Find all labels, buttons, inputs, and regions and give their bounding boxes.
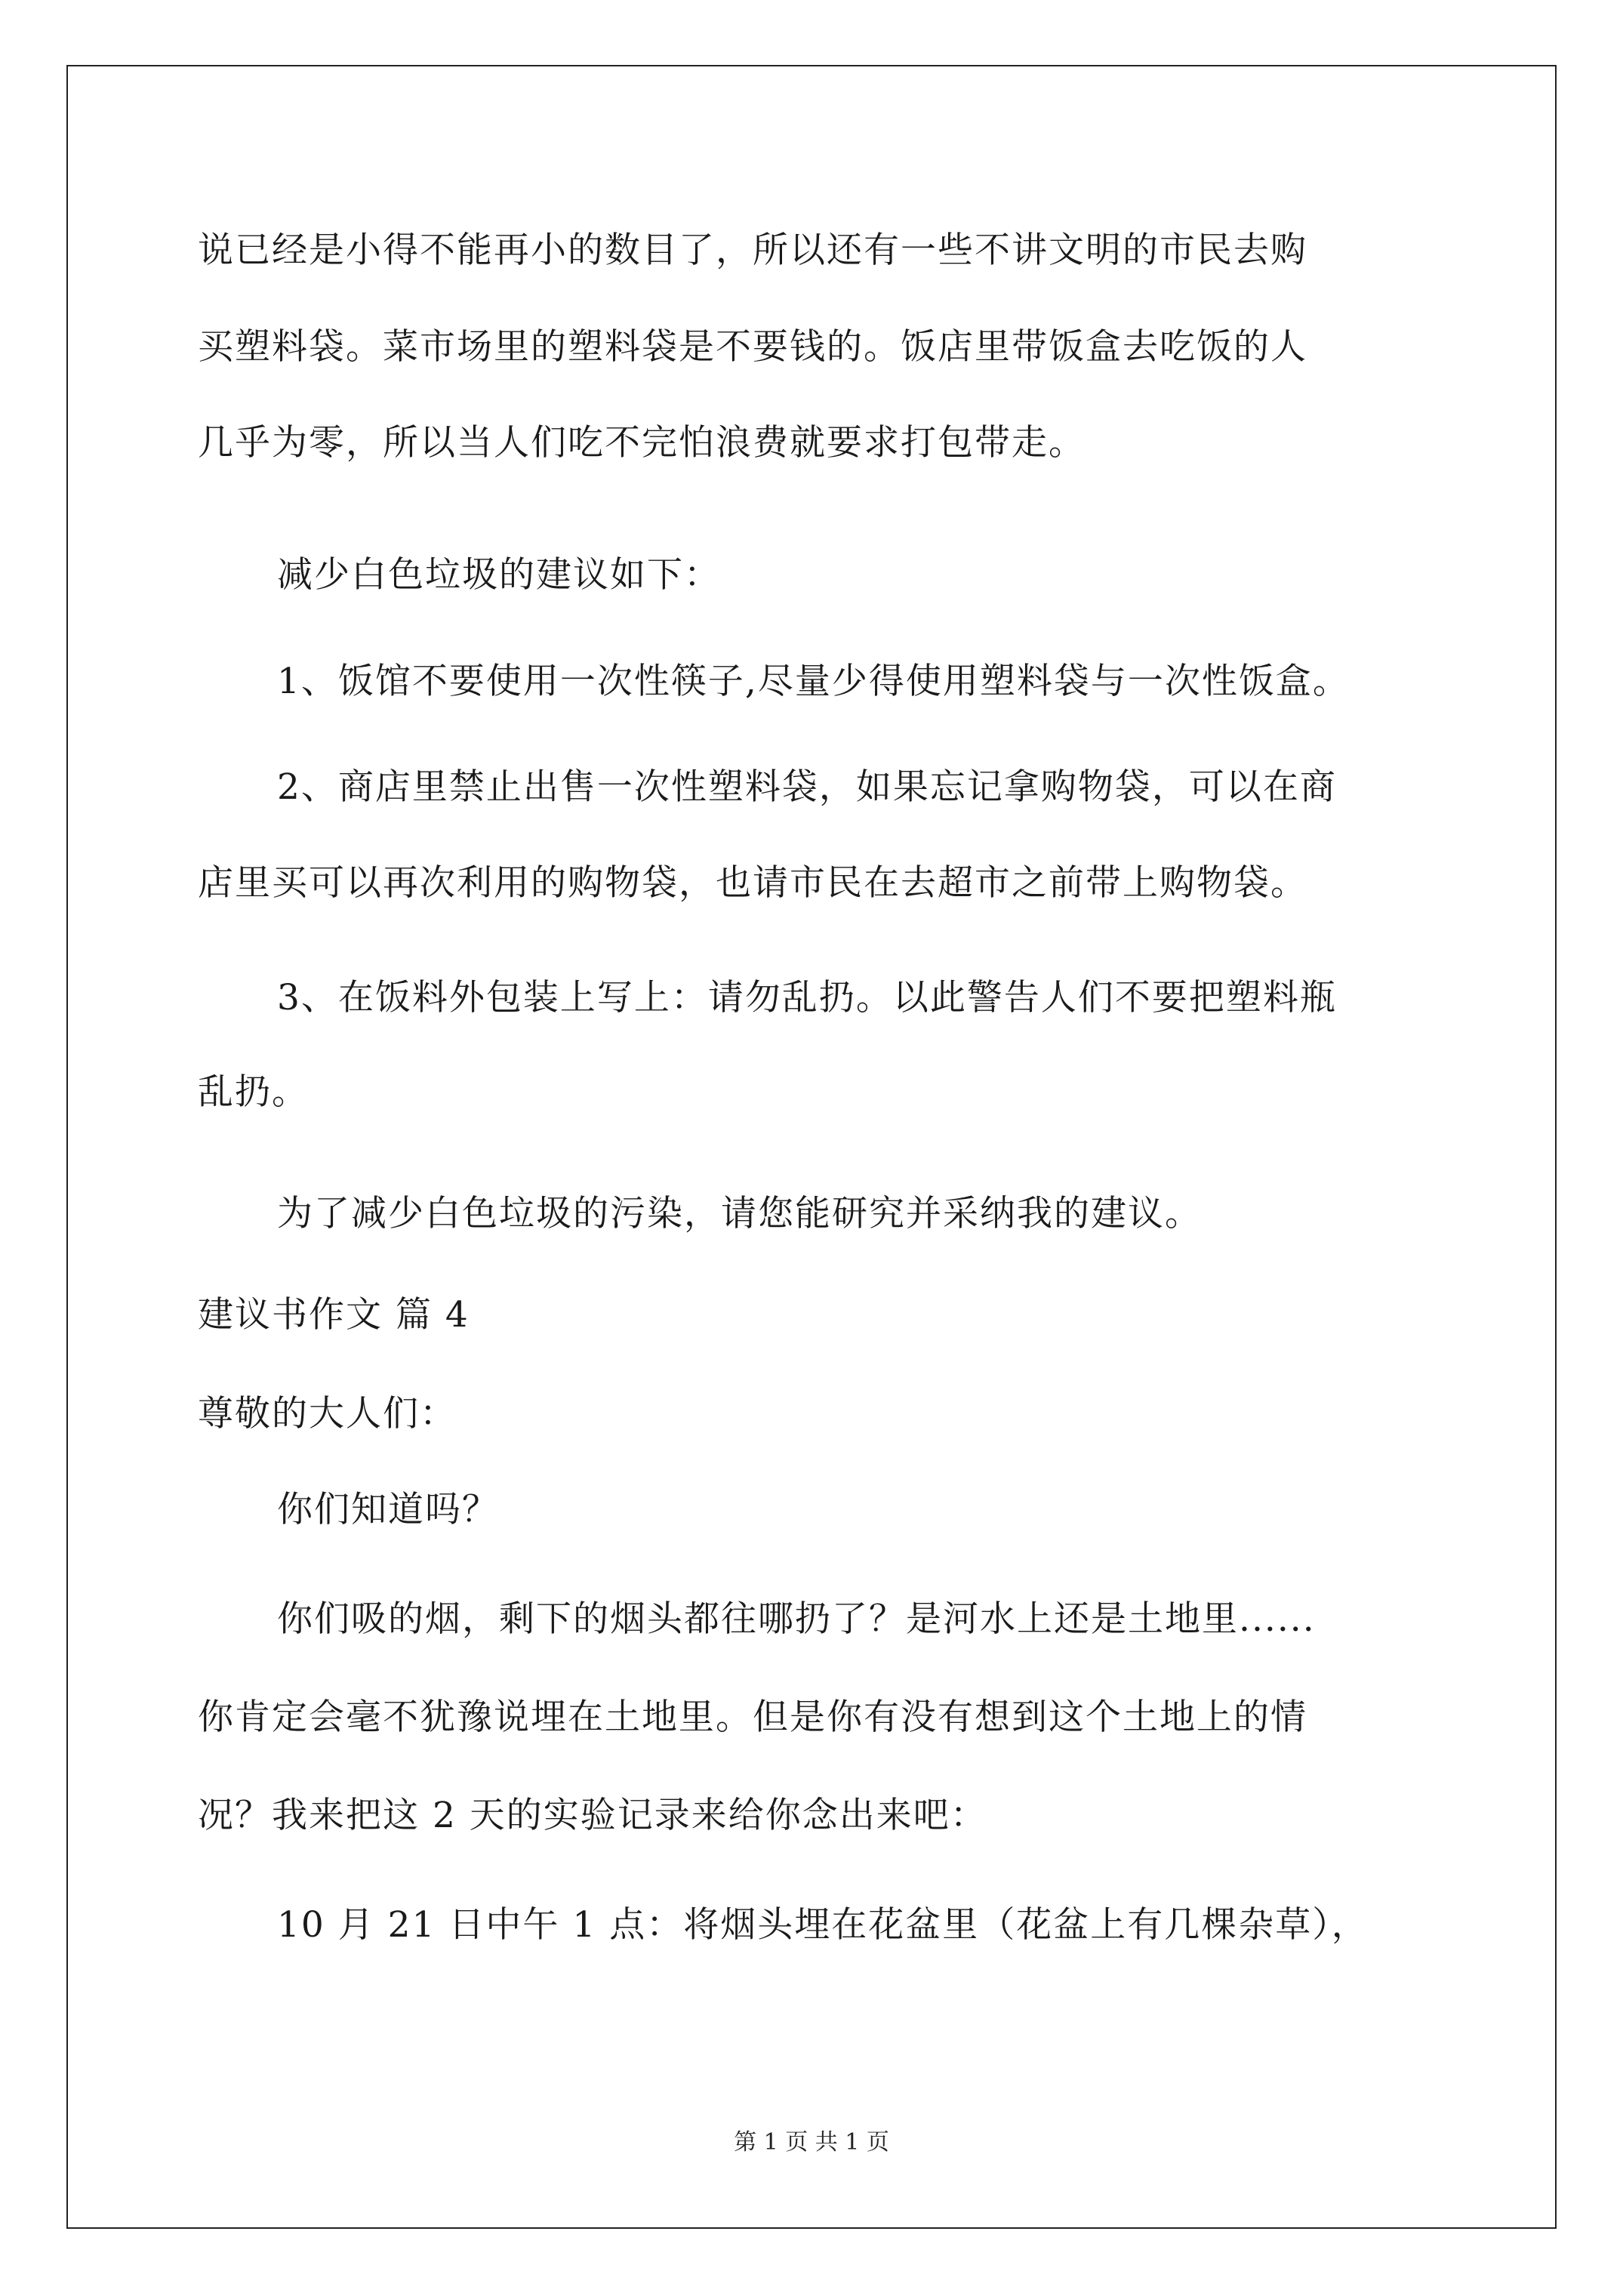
paragraph-line: 说已经是小得不能再小的数目了，所以还有一些不讲文明的市民去购 [198, 230, 1307, 271]
paragraph-line: 减少白色垃圾的建议如下： [277, 554, 721, 596]
paragraph-line: 10 月 21 日中午 1 点：将烟头埋在花盆里（花盆上有几棵杂草）， [277, 1904, 1369, 1946]
paragraph-line: 你们知道吗？ [277, 1489, 499, 1530]
page-footer: 第 1 页 共 1 页 [734, 2129, 889, 2156]
list-item-1: 1、饭馆不要使用一次性筷子,尽量少得使用塑料袋与一次性饭盒。 [277, 661, 1350, 702]
paragraph-line: 你肯定会毫不犹豫说埋在土地里。但是你有没有想到这个土地上的情 [198, 1697, 1307, 1738]
paragraph-line: 为了减少白色垃圾的污染，请您能研究并采纳我的建议。 [277, 1193, 1202, 1234]
paragraph-line: 乱扔。 [198, 1071, 309, 1113]
paragraph-line: 店里买可以再次利用的购物袋，也请市民在去超市之前带上购物袋。 [198, 862, 1307, 904]
section-heading: 建议书作文 篇 4 [198, 1294, 470, 1336]
list-item-3: 3、在饭料外包装上写上：请勿乱扔。以此警告人们不要把塑料瓶 [277, 977, 1337, 1019]
paragraph-line: 几乎为零，所以当人们吃不完怕浪费就要求打包带走。 [198, 422, 1086, 464]
salutation: 尊敬的大人们： [198, 1393, 457, 1435]
paragraph-line: 况？我来把这 2 天的实验记录来给你念出来吧： [198, 1795, 987, 1836]
list-item-2: 2、商店里禁止出售一次性塑料袋，如果忘记拿购物袋，可以在商 [277, 766, 1337, 808]
paragraph-line: 你们吸的烟，剩下的烟头都往哪扔了？是河水上还是土地里...... [277, 1598, 1316, 1640]
paragraph-line: 买塑料袋。菜市场里的塑料袋是不要钱的。饭店里带饭盒去吃饭的人 [198, 326, 1307, 368]
